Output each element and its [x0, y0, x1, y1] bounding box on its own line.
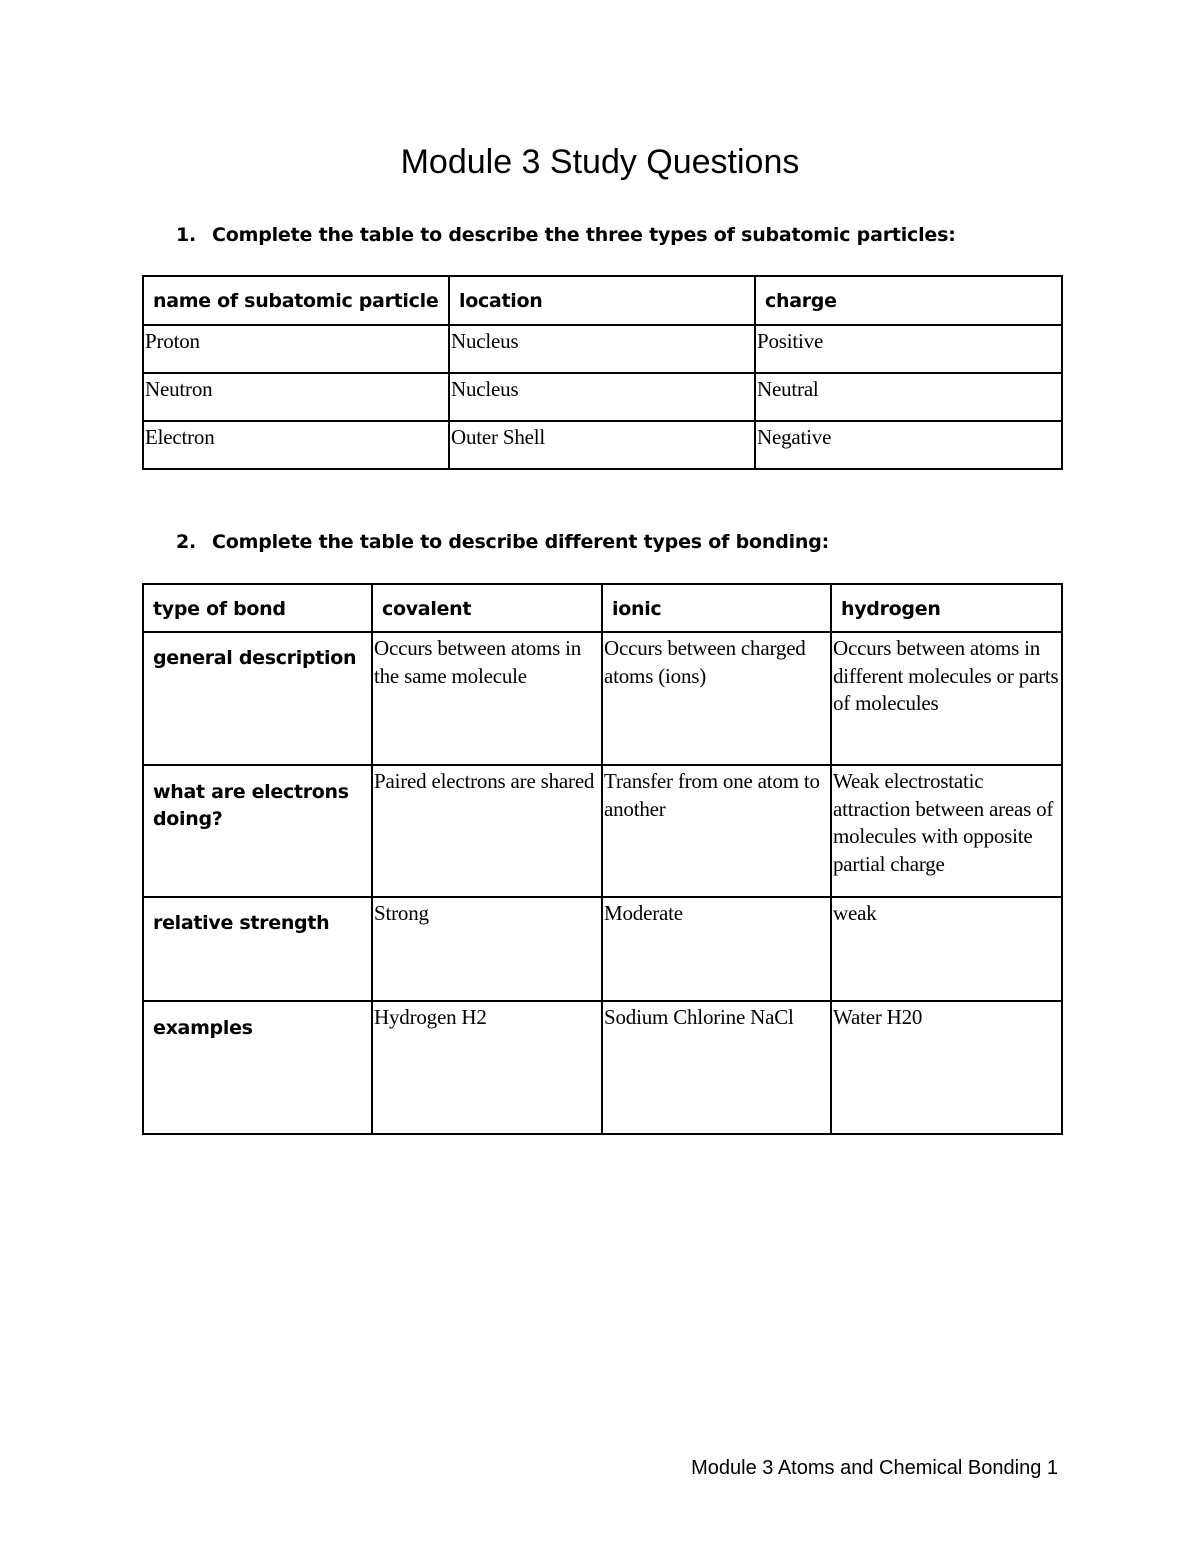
table-cell[interactable]: weak — [831, 897, 1062, 1001]
table-row — [143, 765, 1062, 897]
row-label: relative strength — [143, 897, 372, 1001]
table-header-row — [143, 584, 1062, 632]
subatomic-particles-table — [142, 275, 1063, 470]
table-cell[interactable]: Sodium Chlorine NaCl — [602, 1001, 831, 1134]
page-footer: Module 3 Atoms and Chemical Bonding 1 — [691, 1457, 1058, 1479]
table-cell[interactable]: Outer Shell — [449, 421, 755, 469]
table-cell[interactable]: Hydrogen H2 — [372, 1001, 602, 1134]
table-row — [143, 373, 1062, 421]
header-cell: covalent — [372, 584, 602, 632]
table-cell[interactable]: Water H20 — [831, 1001, 1062, 1134]
table-cell[interactable]: Proton — [143, 325, 449, 373]
table-row — [143, 1001, 1062, 1134]
header-cell: location — [449, 276, 755, 325]
table-cell[interactable]: Nucleus — [449, 373, 755, 421]
table-row — [143, 897, 1062, 1001]
table-cell[interactable]: Occurs between atoms in different molecules or parts of molecules — [831, 632, 1062, 765]
table-cell[interactable]: Electron — [143, 421, 449, 469]
question-2 — [176, 529, 829, 555]
table-cell[interactable]: Weak electrostatic attraction between areas of molecules with opposite partial charge — [831, 765, 1062, 897]
row-label: examples — [143, 1001, 372, 1134]
question-1 — [176, 222, 956, 248]
question-1-text: Complete the table to describe the three types of subatomic particles: — [212, 224, 956, 246]
header-cell: hydrogen — [831, 584, 1062, 632]
table-cell[interactable]: Neutral — [755, 373, 1062, 421]
table-cell[interactable]: Nucleus — [449, 325, 755, 373]
table-header-row — [143, 276, 1062, 325]
table-cell[interactable]: Neutron — [143, 373, 449, 421]
header-cell: name of subatomic particle — [143, 276, 449, 325]
table-cell[interactable]: Occurs between charged atoms (ions) — [602, 632, 831, 765]
table-cell[interactable]: Paired electrons are shared — [372, 765, 602, 897]
header-cell: ionic — [602, 584, 831, 632]
question-1-number: 1. — [176, 224, 197, 246]
row-label: what are electrons doing? — [143, 765, 372, 897]
header-cell: type of bond — [143, 584, 372, 632]
question-2-number: 2. — [176, 531, 197, 553]
table-cell[interactable]: Strong — [372, 897, 602, 1001]
row-label: general description — [143, 632, 372, 765]
bonding-types-table — [142, 583, 1063, 1135]
table-cell[interactable]: Negative — [755, 421, 1062, 469]
table-cell[interactable]: Moderate — [602, 897, 831, 1001]
table-cell[interactable]: Positive — [755, 325, 1062, 373]
table-row — [143, 325, 1062, 373]
table-row — [143, 421, 1062, 469]
question-2-text: Complete the table to describe different types of bonding: — [212, 531, 830, 553]
page-title: Module 3 Study Questions — [400, 143, 800, 181]
table-row — [143, 632, 1062, 765]
table-cell[interactable]: Transfer from one atom to another — [602, 765, 831, 897]
header-cell: charge — [755, 276, 1062, 325]
table-cell[interactable]: Occurs between atoms in the same molecule — [372, 632, 602, 765]
